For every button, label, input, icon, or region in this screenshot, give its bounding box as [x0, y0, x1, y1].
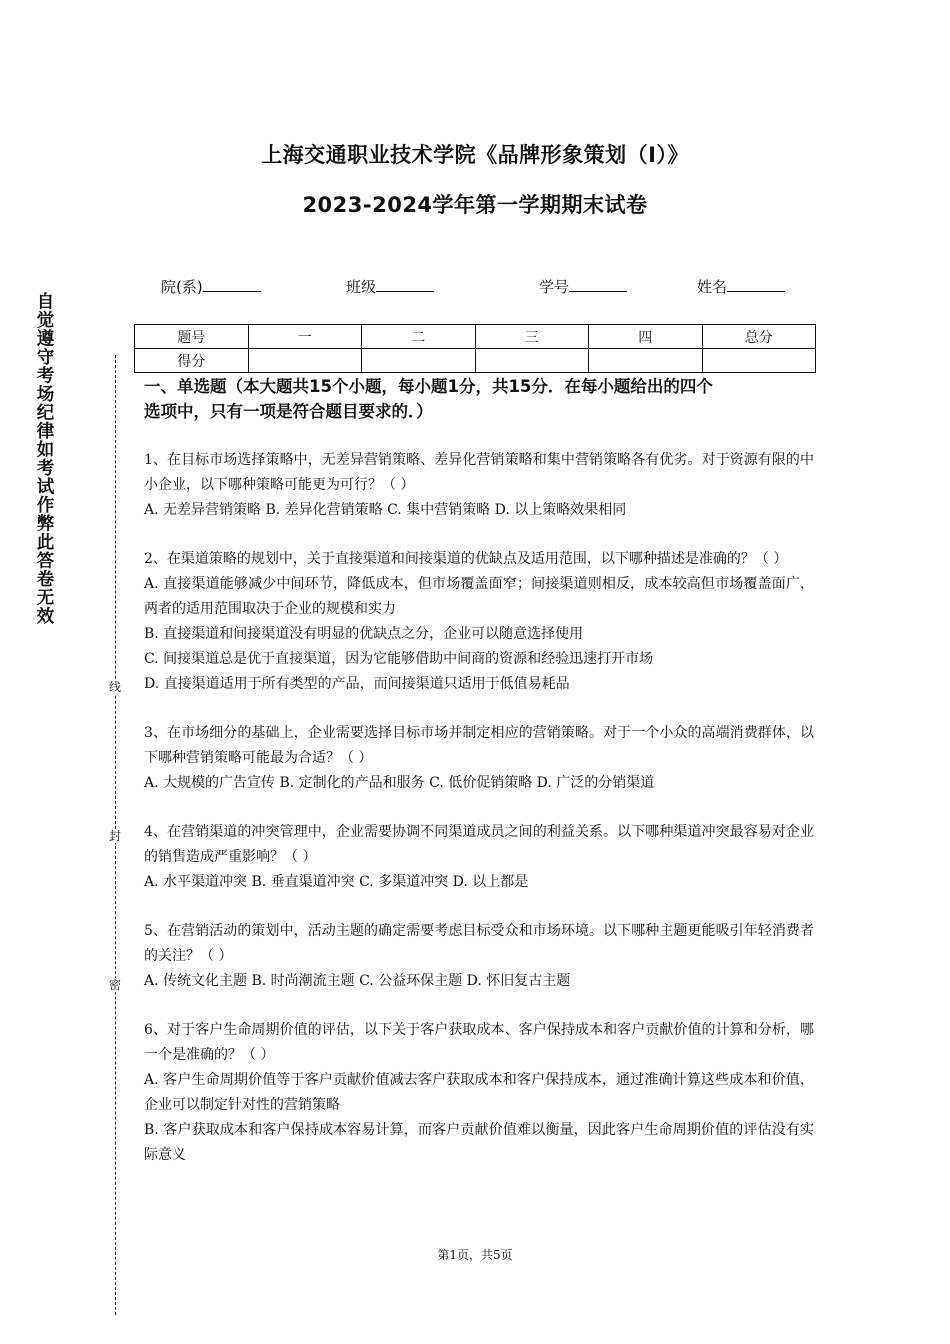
questions-section [144, 374, 814, 1168]
question-3-options: A. 大规模的广告宣传 B. 定制化的产品和服务 C. 低价促销策略 D. 广泛的分销渠道 [144, 775, 655, 791]
name-blank[interactable] [727, 276, 785, 292]
info-field-department [161, 276, 261, 297]
score-table [134, 324, 816, 373]
exam-title-line1: 上海交通职业技术学院《品牌形象策划（Ⅰ）》 [261, 143, 689, 167]
question-3-stem: 3、在市场细分的基础上，企业需要选择目标市场并制定相应的营销策略。对于一个小众的高端消费群体，以下哪种营销策略可能最为合适？（ ） [144, 725, 814, 766]
score-cell-3[interactable] [475, 349, 589, 373]
question-2-option-a: A. 直接渠道能够减少中间环节，降低成本，但市场覆盖面窄；间接渠道则相反，成本较高但市场覆盖面广，两者的适用范围取决于企业的规模和实力 [144, 576, 814, 617]
question-6-stem: 6、对于客户生命周期价值的评估，以下关于客户获取成本、客户保持成本和客户贡献价值的计算和分析，哪一个是准确的？（ ） [144, 1022, 814, 1063]
score-table-score-row [135, 349, 816, 373]
info-label-class: 班级 [346, 278, 377, 296]
cut-mark-line: 线 [108, 680, 121, 694]
question-1-options: A. 无差异营销策略 B. 差异化营销策略 C. 集中营销策略 D. 以上策略效果相同 [144, 502, 627, 518]
section-heading-line2: 选项中，只有一项是符合题目要求的．） [144, 402, 433, 421]
score-cell-2[interactable] [362, 349, 476, 373]
question-4-options: A. 水平渠道冲突 B. 垂直渠道冲突 C. 多渠道冲突 D. 以上都是 [144, 874, 529, 890]
score-cell-1[interactable] [248, 349, 362, 373]
score-table-col-1: 一 [248, 325, 362, 349]
question-6-option-b: B. 客户获取成本和客户保持成本容易计算，而客户贡献价值难以衡量，因此客户生命周期价值的评估没有实际意义 [144, 1122, 814, 1163]
page-footer: 第1页，共5页 [437, 1248, 513, 1262]
score-table-col-total: 总分 [702, 325, 816, 349]
exam-title-line2: 2023-2024学年第一学期期末试卷 [302, 193, 648, 217]
score-table-col-3: 三 [475, 325, 589, 349]
question-6 [144, 1018, 814, 1168]
class-blank[interactable] [376, 276, 434, 292]
question-3 [144, 721, 814, 796]
question-5-options: A. 传统文化主题 B. 时尚潮流主题 C. 公益环保主题 D. 怀旧复古主题 [144, 973, 571, 989]
score-cell-4[interactable] [589, 349, 703, 373]
cut-mark-secret: 密 [108, 978, 121, 992]
department-blank[interactable] [203, 276, 261, 292]
info-field-student-id [539, 276, 627, 297]
question-1-stem: 1、在目标市场选择策略中，无差异营销策略、差异化营销策略和集中营销策略各有优劣。对于资源有限的中小企业，以下哪种策略可能更为可行？（ ） [144, 452, 814, 493]
student-id-blank[interactable] [569, 276, 627, 292]
question-1 [144, 448, 814, 523]
question-5-stem: 5、在营销活动的策划中，活动主题的确定需要考虑目标受众和市场环境。以下哪种主题更能吸引年轻消费者的关注？（ ） [144, 923, 814, 964]
question-2-stem: 2、在渠道策略的规划中，关于直接渠道和间接渠道的优缺点及适用范围，以下哪种描述是准确的？（ ） [144, 551, 788, 567]
info-label-department: 院(系) [161, 278, 203, 296]
question-2-option-c: C. 间接渠道总是优于直接渠道，因为它能够借助中间商的资源和经验迅速打开市场 [144, 651, 654, 667]
score-cell-total[interactable] [702, 349, 816, 373]
info-field-name [697, 276, 785, 297]
question-4-stem: 4、在营销渠道的冲突管理中，企业需要协调不同渠道成员之间的利益关系。以下哪种渠道冲突最容易对企业的销售造成严重影响？（ ） [144, 824, 814, 865]
cut-mark-seal: 封 [108, 829, 121, 843]
question-6-option-a: A. 客户生命周期价值等于客户贡献价值减去客户获取成本和客户保持成本，通过准确计算这些成本和价值，企业可以制定针对性的营销策略 [144, 1072, 814, 1113]
side-warning-text: 自觉遵守考场纪律如考试作弊此答卷无效 [34, 292, 54, 625]
score-table-header-row [135, 325, 816, 349]
score-table-col-4: 四 [589, 325, 703, 349]
question-2-option-b: B. 直接渠道和间接渠道没有明显的优缺点之分，企业可以随意选择使用 [144, 626, 584, 642]
score-table-header-label: 题号 [135, 325, 249, 349]
question-4 [144, 820, 814, 895]
score-table-col-2: 二 [362, 325, 476, 349]
question-2 [144, 547, 814, 697]
info-label-student-id: 学号 [539, 278, 570, 296]
info-field-class [346, 276, 434, 297]
info-label-name: 姓名 [697, 278, 728, 296]
section-heading-line1: 一、单选题（本大题共15个小题，每小题1分，共15分．在每小题给出的四个 [144, 377, 713, 396]
score-table-score-label: 得分 [135, 349, 249, 373]
question-2-option-d: D. 直接渠道适用于所有类型的产品，而间接渠道只适用于低值易耗品 [144, 676, 570, 692]
question-5 [144, 919, 814, 994]
